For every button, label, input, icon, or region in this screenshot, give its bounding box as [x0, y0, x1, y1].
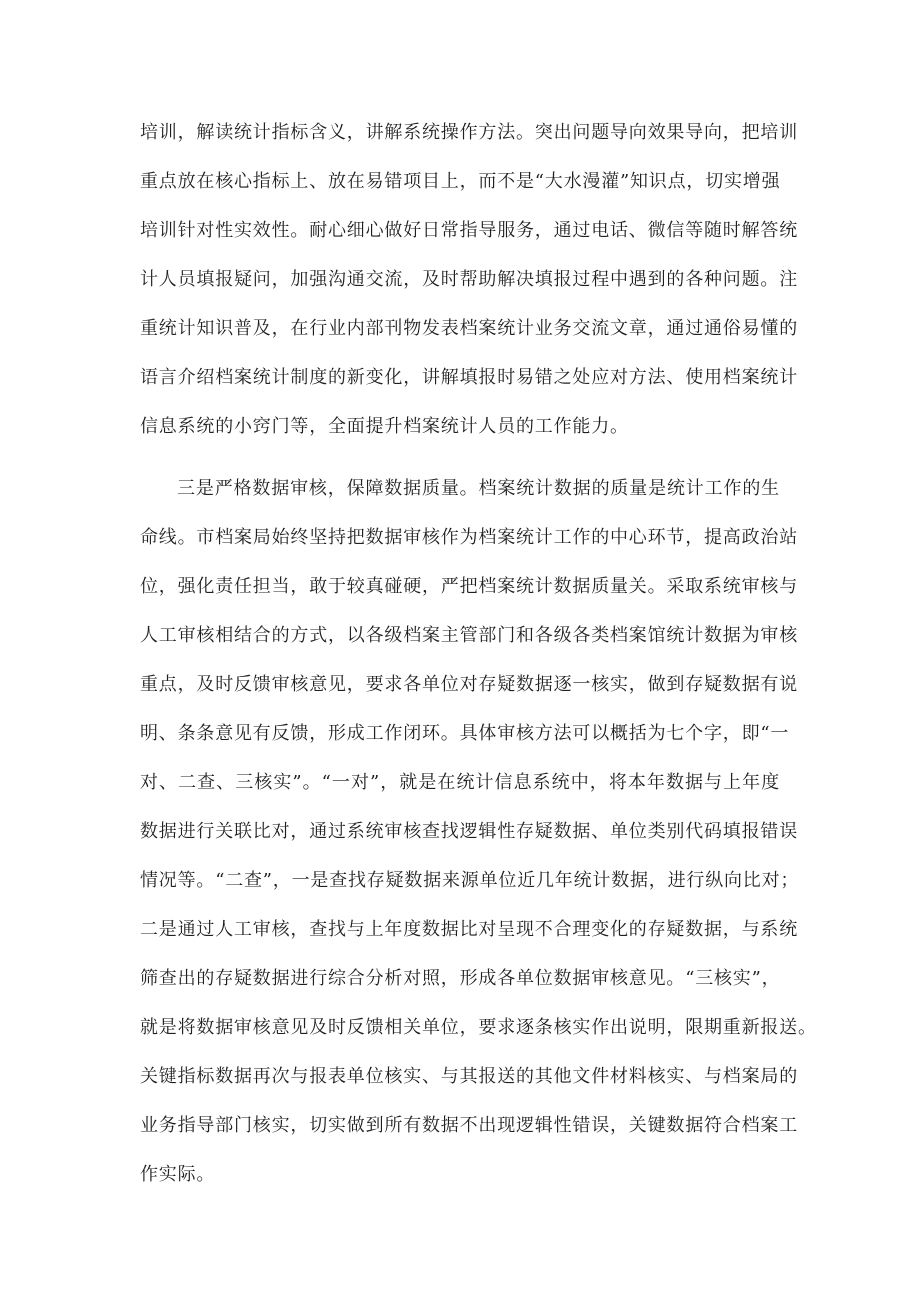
paragraph-1-line-5: 重统计知识普及，在行业内部刊物发表档案统计业务交流文章，通过通俗易懂的 — [140, 318, 798, 339]
paragraph-2-line-10: 二是通过人工审核，查找与上年度数据比对呈现不合理变化的存疑数据，与系统 — [140, 919, 798, 940]
paragraph-2-line-3: 位，强化责任担当，敢于较真碰硬，严把档案统计数据质量关。采取系统审核与 — [140, 576, 798, 597]
paragraph-2-line-12: 就是将数据审核意见及时反馈相关单位，要求逐条核实作出说明，限期重新报送。 — [140, 1017, 817, 1038]
paragraph-1-line-6: 语言介绍档案统计制度的新变化，讲解填报时易错之处应对方法、使用档案统计 — [140, 367, 798, 388]
paragraph-2-line-2: 命线。市档案局始终坚持把数据审核作为档案统计工作的中心环节，提高政治站 — [140, 527, 798, 548]
paragraph-2-line-14: 业务指导部门核实，切实做到所有数据不出现逻辑性错误，关键数据符合档案工 — [140, 1115, 798, 1136]
paragraph-2-line-6: 明、条条意见有反馈，形成工作闭环。具体审核方法可以概括为七个字，即“一 — [140, 723, 790, 744]
paragraph-1-line-7: 信息系统的小窍门等，全面提升档案统计人员的工作能力。 — [140, 416, 629, 437]
paragraph-1-line-2: 重点放在核心指标上、放在易错项目上，而不是“大水漫灌”知识点，切实增强 — [140, 171, 781, 192]
paragraph-2-line-9: 情况等。“二查”，一是查找存疑数据来源单位近几年统计数据，进行纵向比对； — [140, 870, 800, 891]
paragraph-2-line-15: 作实际。 — [140, 1164, 216, 1185]
paragraph-2-line-13: 关键指标数据再次与报表单位核实、与其报送的其他文件材料核实、与档案局的 — [140, 1066, 798, 1087]
paragraph-2-line-11: 筛查出的存疑数据进行综合分析对照，形成各单位数据审核意见。“三核实”， — [140, 968, 781, 989]
paragraph-2-line-5: 重点，及时反馈审核意见，要求各单位对存疑数据逐一核实，做到存疑数据有说 — [140, 674, 798, 695]
paragraph-1-line-4: 计人员填报疑问，加强沟通交流，及时帮助解决填报过程中遇到的各种问题。注 — [140, 269, 798, 290]
paragraph-2-line-1: 三是严格数据审核，保障数据质量。档案统计数据的质量是统计工作的生 — [177, 478, 780, 499]
paragraph-1-line-3: 培训针对性实效性。耐心细心做好日常指导服务，通过电话、微信等随时解答统 — [140, 220, 798, 241]
paragraph-2-line-8: 数据进行关联比对，通过系统审核查找逻辑性存疑数据、单位类别代码填报错误 — [140, 821, 798, 842]
paragraph-2-line-7: 对、二查、三核实”。“一对”，就是在统计信息系统中，将本年数据与上年度 — [140, 772, 780, 793]
paragraph-1-line-1: 培训，解读统计指标含义，讲解系统操作方法。突出问题导向效果导向，把培训 — [140, 122, 798, 143]
paragraph-2-line-4: 人工审核相结合的方式，以各级档案主管部门和各级各类档案馆统计数据为审核 — [140, 625, 798, 646]
